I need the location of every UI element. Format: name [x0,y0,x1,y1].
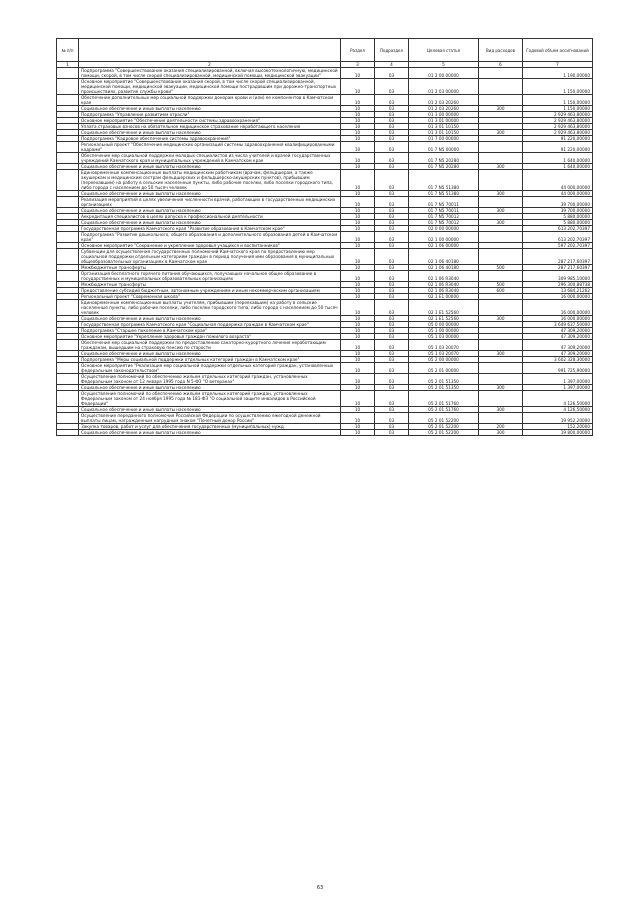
row-razdel: 10 [341,118,375,124]
header-name [79,39,341,62]
row-num [57,340,79,351]
row-stat: 05 2 01 51350 [409,374,479,385]
row-num [57,79,79,95]
row-summa: 47 309,20000 [523,351,593,357]
row-podrazdel: 03 [375,363,409,374]
table-row [57,300,593,316]
row-num [57,300,79,316]
row-razdel: 10 [341,106,375,112]
row-podrazdel: 03 [375,300,409,316]
row-name: Социальное обеспечение и иные выплаты населению [79,407,341,413]
row-summa: 1 150,00000 [523,106,593,112]
row-stat: 01 3 01 10150 [409,130,479,136]
row-name: Социальное обеспечение и иные выплаты населению [79,351,341,357]
row-summa: 4 126,50000 [523,407,593,413]
row-podrazdel: 03 [375,214,409,220]
row-podrazdel: 03 [375,208,409,214]
row-razdel: 10 [341,316,375,322]
table-row [57,413,593,424]
row-num [57,391,79,407]
row-razdel: 10 [341,288,375,294]
row-summa: 1 397,00000 [523,374,593,385]
row-summa: 1 150,00000 [523,95,593,106]
row-razdel: 10 [341,407,375,413]
row-podrazdel: 03 [375,357,409,363]
row-summa: 19 800,00000 [523,430,593,436]
row-podrazdel: 03 [375,316,409,322]
row-podrazdel: 03 [375,265,409,271]
row-vid [479,340,523,351]
row-name: Подпрограмма "Кадровое обеспечение системы здравоохранения" [79,136,341,142]
row-stat: 01 2 03 20260 [409,95,479,106]
row-num [57,374,79,385]
row-razdel: 10 [341,385,375,391]
row-vid: 300 [479,106,523,112]
row-summa: 3 649 637,50000 [523,322,593,328]
row-podrazdel: 03 [375,413,409,424]
row-stat: 05 2 00 00000 [409,357,479,363]
row-stat: 05 2 01 52200 [409,413,479,424]
row-stat: 01 7 N5 20280 [409,153,479,164]
row-razdel: 10 [341,391,375,407]
row-podrazdel: 03 [375,391,409,407]
table-row [57,142,593,153]
row-stat: 02 0 00 00000 [409,226,479,232]
row-vid [479,249,523,265]
row-summa: 613 202,70397 [523,232,593,243]
row-stat: 02 1 06 40180 [409,265,479,271]
row-name: Социальное обеспечение и иные выплаты населению [79,208,341,214]
row-num [57,249,79,265]
row-podrazdel: 03 [375,124,409,130]
row-vid: 300 [479,385,523,391]
row-stat: 02 1 E1 00000 [409,294,479,300]
row-razdel: 10 [341,363,375,374]
row-stat: 01 2 03 20260 [409,106,479,112]
row-summa: 39 700,00000 [523,197,593,208]
row-razdel: 10 [341,68,375,79]
row-stat: 05 2 01 51760 [409,407,479,413]
row-podrazdel: 03 [375,351,409,357]
row-summa: 991 725,90000 [523,363,593,374]
row-name: Социальное обеспечение и иные выплаты населению [79,191,341,197]
row-podrazdel: 03 [375,226,409,232]
table-row [57,153,593,164]
row-stat: 01 7 N5 70012 [409,214,479,220]
row-vid: 300 [479,164,523,170]
column-index: 3 [341,62,375,68]
row-razdel: 10 [341,322,375,328]
row-vid [479,142,523,153]
row-razdel: 10 [341,430,375,436]
row-summa: 47 309,20000 [523,334,593,340]
row-podrazdel: 03 [375,288,409,294]
row-name: Основное мероприятие "Укрепление здоровья граждан пожилого возраста" [79,334,341,340]
row-name: Аккредитация специалистов в целях допуска к профессиональной деятельности [79,214,341,220]
row-podrazdel: 03 [375,164,409,170]
row-stat: 01 7 N5 70011 [409,197,479,208]
row-vid: 300 [479,430,523,436]
row-name: Основное мероприятие "Совершенствование оказания скорой, в том числе скорой специализированной, медицинской помощи, медицинской эвакуации, медицинской помощи пострадавшим при дорожно-транспортных происшествиях, развитие службы крови" [79,79,341,95]
row-summa: 13 684,21262 [523,288,593,294]
table-row [57,340,593,351]
row-name: Подпрограмма "Управление развитием отрасли" [79,112,341,118]
row-vid: 500 [479,282,523,288]
row-podrazdel: 03 [375,112,409,118]
row-stat: 02 1 E1 52560 [409,300,479,316]
row-razdel: 10 [341,191,375,197]
row-razdel: 10 [341,170,375,191]
page-number: 63 [316,885,324,891]
column-index: 5 [409,62,479,68]
row-podrazdel: 03 [375,424,409,430]
row-stat: 01 7 N5 51380 [409,170,479,191]
row-stat: 02 1 00 00000 [409,232,479,243]
row-vid [479,374,523,385]
row-vid [479,170,523,191]
row-podrazdel: 03 [375,68,409,79]
row-name: Социальное обеспечение и иные выплаты населению [79,106,341,112]
row-summa: 3 602 328,30000 [523,357,593,363]
row-razdel: 10 [341,220,375,226]
header-summa: Годовой объем ассигнований [523,39,593,62]
row-podrazdel: 03 [375,282,409,288]
row-num [57,197,79,208]
row-stat: 05 1 03 00000 [409,334,479,340]
row-name: Социальное обеспечение и иные выплаты населению [79,385,341,391]
row-razdel: 10 [341,124,375,130]
row-razdel: 10 [341,208,375,214]
row-podrazdel: 03 [375,130,409,136]
row-razdel: 10 [341,79,375,95]
column-index: 1 [57,62,79,68]
row-podrazdel: 03 [375,170,409,191]
row-name: Осуществление полномочий по обеспечению жильем отдельных категорий граждан, установленных Федеральным законом от 12 января 1995 года N 5-ФЗ "О ветеранах" [79,374,341,385]
table-row [57,271,593,282]
row-vid: 600 [479,288,523,294]
table-body [57,68,593,436]
table-row [57,391,593,407]
row-stat: 02 1 E1 52560 [409,316,479,322]
row-num [57,142,79,153]
budget-table [56,38,593,436]
row-summa: 44 000,00000 [523,170,593,191]
row-name: Обеспечение мер социальной поддержки по предоставлению санаторно-курортного лечения неработающим гражданам, вышедшим на страховую пенсию по старости [79,340,341,351]
row-summa: 1 640,00000 [523,164,593,170]
row-podrazdel: 03 [375,374,409,385]
row-razdel: 10 [341,226,375,232]
row-podrazdel: 03 [375,95,409,106]
row-name: Обеспечение мер социальной поддержки молодых специалистов из числа учителей и врачей государственных учреждений Камчатского края и муниципальных учреждений в Камчатском крае [79,153,341,164]
row-razdel: 10 [341,328,375,334]
row-stat: 05 2 01 00000 [409,363,479,374]
header-podrazdel: Подраздел [375,39,409,62]
row-summa: 47 309,20000 [523,328,593,334]
column-index: 4 [375,62,409,68]
row-summa: 4 126,50000 [523,391,593,407]
row-stat: 02 1 06 R3040 [409,288,479,294]
row-stat: 05 2 01 51760 [409,391,479,407]
row-razdel: 10 [341,282,375,288]
row-name: Основное мероприятие "Сохранение и укрепление здоровья учащихся и воспитанников" [79,243,341,249]
row-podrazdel: 03 [375,153,409,164]
row-summa: 152,20000 [523,424,593,430]
row-name: Межбюджетные трансферты [79,282,341,288]
row-podrazdel: 03 [375,232,409,243]
row-summa: 296 300,88738 [523,282,593,288]
column-index: 7 [523,62,593,68]
row-summa: 16 000,00000 [523,294,593,300]
row-razdel: 10 [341,164,375,170]
row-summa: 19 952,20000 [523,413,593,424]
row-stat: 01 7 N5 70011 [409,208,479,214]
row-vid: 300 [479,208,523,214]
row-name: Подпрограмма "Совершенствование оказания специализированной, включая высокотехнологичную, медицинской помощи, скорой, в том числе скорой специализированной, медицинской помощи, медицинской эвакуации" [79,68,341,79]
row-summa: 91 220,00000 [523,142,593,153]
row-name: Межбюджетные трансферты [79,265,341,271]
row-num [57,271,79,282]
row-podrazdel: 03 [375,334,409,340]
row-razdel: 10 [341,130,375,136]
row-vid: 300 [479,130,523,136]
row-razdel: 10 [341,424,375,430]
row-name: Основное мероприятие "Обеспечение деятельности системы здравоохранения" [79,118,341,124]
row-summa: 2 929 463,80000 [523,130,593,136]
row-summa: 47 309,20000 [523,340,593,351]
row-vid: 300 [479,407,523,413]
row-summa: 5 880,00000 [523,220,593,226]
row-stat: 05 1 00 00000 [409,328,479,334]
row-podrazdel: 03 [375,430,409,436]
row-vid [479,300,523,316]
row-podrazdel: 03 [375,197,409,208]
row-razdel: 10 [341,153,375,164]
row-razdel: 10 [341,214,375,220]
table-header-row [57,39,593,62]
row-summa: 16 000,00000 [523,316,593,322]
row-vid: 300 [479,191,523,197]
row-name: Основное мероприятие "Реализация мер социальной поддержки отдельных категорий граждан, установленных федеральным законодательством" [79,363,341,374]
row-summa: 613 202,70397 [523,226,593,232]
row-vid [479,391,523,407]
row-stat: 05 1 03 20070 [409,340,479,351]
row-num [57,170,79,191]
row-name: Организация бесплатного горячего питания обучающихся, получающих начальное общее образование в государственных и муниципальных образовательных организациях [79,271,341,282]
column-index: 6 [479,62,523,68]
row-name: Единовременные компенсационные выплаты учителям, прибывшим (переехавшим) на работу в сельские населенные пункты, либо рабочие поселки, либо поселки городского типа, либо города с населением до 50 тысяч человек [79,300,341,316]
table-row [57,232,593,243]
row-vid: 200 [479,424,523,430]
row-summa: 1 640,00000 [523,153,593,164]
row-podrazdel: 03 [375,243,409,249]
row-num [57,68,79,79]
row-summa: 39 700,00000 [523,208,593,214]
row-podrazdel: 03 [375,142,409,153]
row-podrazdel: 03 [375,191,409,197]
header-num: № п/п [57,39,79,62]
row-name: Предоставление субсидий бюджетным, автономным учреждениям и иным некоммерческим организациям [79,288,341,294]
row-stat: 01 2 00 00000 [409,68,479,79]
table-row [57,363,593,374]
column-index: 2 [79,62,341,68]
row-name: Подпрограмма "Меры социальной поддержки отдельных категорий граждан в Камчатском крае" [79,357,341,363]
row-summa: 287 217,60397 [523,265,593,271]
row-podrazdel: 03 [375,328,409,334]
row-vid [479,271,523,282]
row-razdel: 10 [341,334,375,340]
row-razdel: 10 [341,232,375,243]
row-vid [479,79,523,95]
row-name: Социальное обеспечение и иные выплаты населению [79,130,341,136]
row-podrazdel: 03 [375,118,409,124]
row-razdel: 10 [341,136,375,142]
row-vid [479,363,523,374]
row-name: Реализация мероприятий в целях увеличения численности врачей, работающих в государственных медицинских организациях [79,197,341,208]
row-name: Единовременные компенсационные выплаты медицинским работникам (врачам, фельдшерам, а также акушеркам и медицинским сестрам фельдшерских и фельдшерско-акушерских пунктов), прибывшим (переехавшим) на работу в сельские населенные пункты, либо рабочие поселки, либо поселки городского типа, либо города с населением до 50 тысяч человек [79,170,341,191]
row-razdel: 10 [341,112,375,118]
row-name: Социальное обеспечение и иные выплаты населению [79,164,341,170]
row-summa: 597 202,70397 [523,243,593,249]
row-podrazdel: 03 [375,385,409,391]
row-summa: 44 000,00000 [523,191,593,197]
row-num [57,153,79,164]
row-vid [479,197,523,208]
row-podrazdel: 03 [375,322,409,328]
row-razdel: 10 [341,243,375,249]
row-stat: 01 3 00 00000 [409,112,479,118]
row-vid [479,413,523,424]
row-stat: 01 3 01 10150 [409,124,479,130]
row-name: Подпрограмма "Старшее поколение в Камчатском крае" [79,328,341,334]
row-name: Осуществление полномочий по обеспечению жильем отдельных категорий граждан, установленных Федеральным законом от 24 ноября 1995 года № 181-ФЗ "О социальной защите инвалидов в Российской Федерации" [79,391,341,407]
row-num [57,413,79,424]
row-razdel: 10 [341,374,375,385]
table-row [57,170,593,191]
row-podrazdel: 03 [375,136,409,142]
row-razdel: 10 [341,142,375,153]
table-row [57,374,593,385]
row-podrazdel: 03 [375,271,409,282]
row-podrazdel: 03 [375,294,409,300]
row-vid [479,153,523,164]
row-razdel: 10 [341,271,375,282]
table-row [57,79,593,95]
table-row [57,249,593,265]
row-summa: 2 929 463,80000 [523,112,593,118]
row-summa: 2 929 463,80000 [523,118,593,124]
row-stat: 05 1 03 20070 [409,351,479,357]
row-stat: 01 2 03 00000 [409,79,479,95]
row-razdel: 10 [341,351,375,357]
row-stat: 02 1 06 R3040 [409,271,479,282]
row-podrazdel: 03 [375,79,409,95]
row-num [57,430,79,436]
row-num [57,363,79,374]
row-vid: 300 [479,220,523,226]
row-podrazdel: 03 [375,249,409,265]
row-name: Подпрограмма "Развитие дошкольного, общего образования и дополнительного образования детей в Камчатском крае" [79,232,341,243]
table-row [57,68,593,79]
row-name: Обеспечение дополнительных мер социальной поддержки донорам крови и (или) ее компонентов в Камчатском крае [79,95,341,106]
row-podrazdel: 03 [375,220,409,226]
row-vid: 300 [479,351,523,357]
row-name: Региональный проект "Современная школа" [79,294,341,300]
row-summa: 2 929 463,80000 [523,124,593,130]
row-summa: 1 397,00000 [523,385,593,391]
row-name: Уплата страховых взносов на обязательное медицинское страхование неработающего населения [79,124,341,130]
row-name: Социальное обеспечение и иные выплаты населению [79,220,341,226]
row-vid [479,68,523,79]
row-vid [479,232,523,243]
row-stat: 01 7 N5 20280 [409,164,479,170]
row-name: Социальное обеспечение и иные выплаты населению [79,316,341,322]
row-summa: 1 190,00000 [523,68,593,79]
header-razdel: Раздел [341,39,375,62]
row-razdel: 10 [341,294,375,300]
row-name: Закупка товаров, работ и услуг для обеспечения государственных (муниципальных) нужд [79,424,341,430]
row-stat: 02 1 06 40180 [409,249,479,265]
table-row [57,95,593,106]
row-name: Субвенции для осуществления государственных полномочий Камчатского края по предоставлению мер социальной поддержки отдельным категориям граждан в период получения ими образования в муниципальных общеобразовательных организациях в Камчатском крае [79,249,341,265]
row-podrazdel: 03 [375,340,409,351]
header-stat: Целевая статья [409,39,479,62]
row-razdel: 10 [341,265,375,271]
row-stat: 01 7 00 00000 [409,136,479,142]
row-stat: 05 2 01 52200 [409,430,479,436]
row-stat: 05 2 01 51350 [409,385,479,391]
row-vid [479,95,523,106]
row-num [57,232,79,243]
row-name: Социальное обеспечение и иные выплаты населению [79,430,341,436]
row-num [57,95,79,106]
row-name: Осуществление переданного полномочия Российской Федерации по осуществлению ежегодной денежной выплаты лицам, награжденным нагрудным знаком "Почетный донор России" [79,413,341,424]
table-row [57,197,593,208]
row-stat: 05 0 00 00000 [409,322,479,328]
row-razdel: 10 [341,357,375,363]
row-stat: 01 7 N5 00000 [409,142,479,153]
row-razdel: 10 [341,197,375,208]
row-summa: 287 217,60397 [523,249,593,265]
row-razdel: 10 [341,340,375,351]
row-summa: 91 220,00000 [523,136,593,142]
row-name: Государственная программа Камчатского края "Развитие образования в Камчатском крае" [79,226,341,232]
row-summa: 5 880,00000 [523,214,593,220]
row-vid: 300 [479,316,523,322]
row-name: Региональный проект "Обеспечение медицинских организаций системы здравоохранения квалифицированными кадрами" [79,142,341,153]
row-stat: 02 1 06 00000 [409,243,479,249]
row-summa: 1 150,00000 [523,79,593,95]
row-razdel: 10 [341,95,375,106]
row-stat: 01 7 N5 70012 [409,220,479,226]
row-podrazdel: 03 [375,407,409,413]
row-vid: 500 [479,265,523,271]
row-podrazdel: 03 [375,106,409,112]
table-row [57,430,593,436]
row-stat: 02 1 06 R3040 [409,282,479,288]
header-vid: Вид расходов [479,39,523,62]
row-stat: 05 2 01 52200 [409,424,479,430]
row-razdel: 10 [341,249,375,265]
row-summa: 16 000,00000 [523,300,593,316]
row-razdel: 10 [341,300,375,316]
row-razdel: 10 [341,413,375,424]
row-stat: 01 3 01 00000 [409,118,479,124]
row-name: Государственная программа Камчатского края "Социальная поддержка граждан в Камчатском крае" [79,322,341,328]
row-stat: 01 7 N5 51380 [409,191,479,197]
row-summa: 309 985,10000 [523,271,593,282]
